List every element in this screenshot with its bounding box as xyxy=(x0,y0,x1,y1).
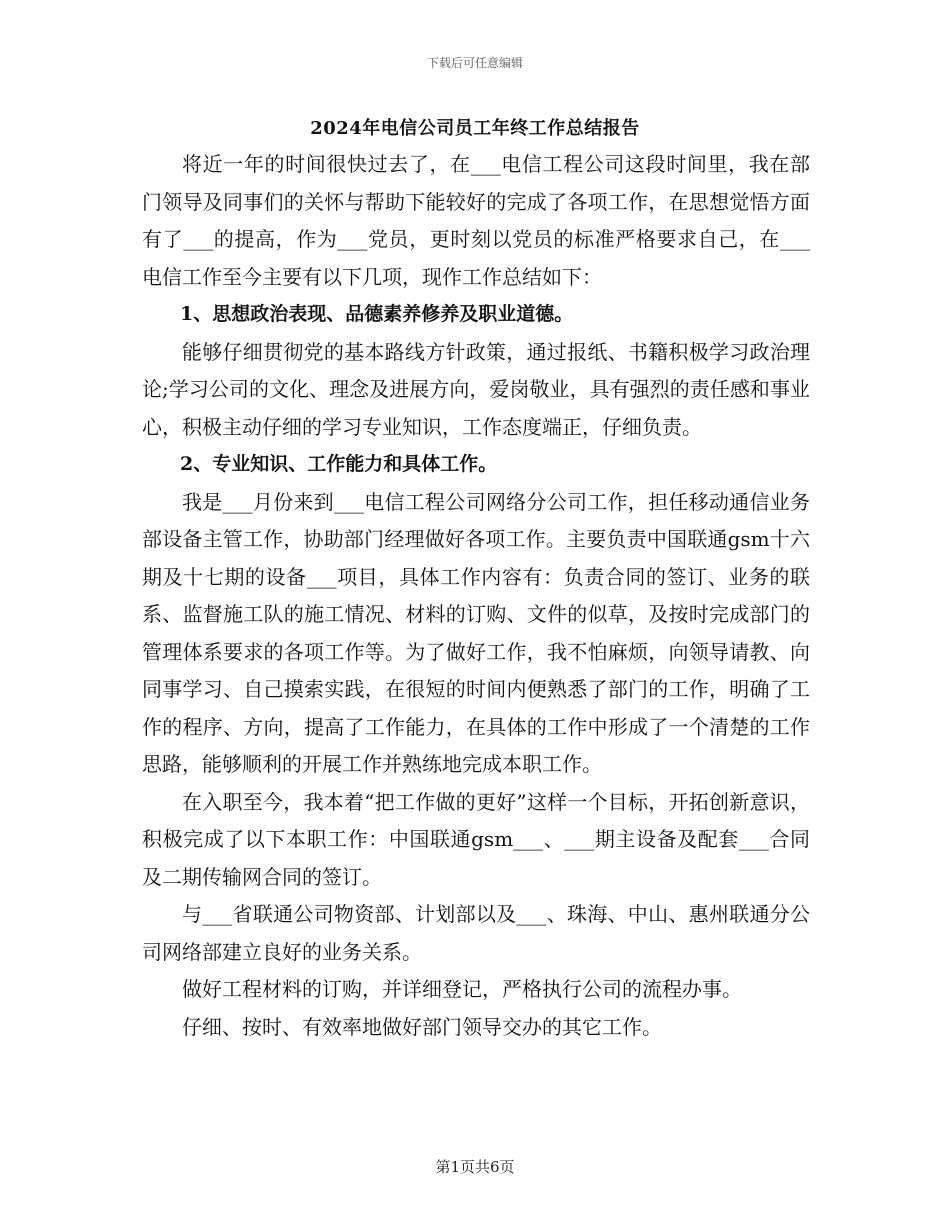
page-number: 第1页共6页 xyxy=(435,1158,515,1176)
paragraph-achievements: 在入职至今，我本着“把工作做的更好”这样一个目标，开拓创新意识，积极完成了以下本职工作：中国联通gsm___、___期主设备及配套___合同及二期传输网合同的签订。 xyxy=(142,789,810,889)
section-heading-1: 1、思想政治表现、品德素养修养及职业道德。 xyxy=(180,303,574,325)
document-body xyxy=(142,146,810,1046)
section-heading-2: 2、专业知识、工作能力和具体工作。 xyxy=(180,453,498,475)
paragraph-materials: 做好工程材料的订购，并详细登记，严格执行公司的流程办事。 xyxy=(182,977,742,1001)
paragraph-political: 能够仔细贯彻党的基本路线方针政策，通过报纸、书籍积极学习政治理论;学习公司的文化、理念及进展方向，爱岗敬业，具有强烈的责任感和事业心，积极主动仔细的学习专业知识，工作态度端正，仔细负责。 xyxy=(142,339,810,439)
paragraph-intro: 将近一年的时间很快过去了，在___电信工程公司这段时间里，我在部门领导及同事们的关怀与帮助下能较好的完成了各项工作，在思想觉悟方面有了___的提高，作为___党员，更时刻以党员的标准严格要求自己，在___电信工作至今主要有以下几项，现作工作总结如下： xyxy=(142,152,810,289)
paragraph-other-work: 仔细、按时、有效率地做好部门领导交办的其它工作。 xyxy=(182,1014,662,1039)
document-title: 2024年电信公司员工年终工作总结报告 xyxy=(310,118,640,139)
header-note: 下载后可任意编辑 xyxy=(426,56,523,70)
paragraph-work-details: 我是___月份来到___电信工程公司网络分公司工作，担任移动通信业务部设备主管工作，协助部门经理做好各项工作。主要负责中国联通gsm十六期及十七期的设备___项目，具体工作内容有：负责合同的签订、业务的联系、监督施工队的施工情况、材料的订购、文件的似草，及按时完成部门的管理体系要求的各项工作等。为了做好工作，我不怕麻烦，向领导请教、向同事学习、自己摸索实践，在很短的时间内便熟悉了部门的工作，明确了工作的程序、方向，提高了工作能力，在具体的工作中形成了一个清楚的工作思路，能够顺利的开展工作并熟练地完成本职工作。 xyxy=(142,489,810,776)
paragraph-relations: 与___省联通公司物资部、计划部以及___、珠海、中山、惠州联通分公司网络部建立良好的业务关系。 xyxy=(142,902,810,964)
